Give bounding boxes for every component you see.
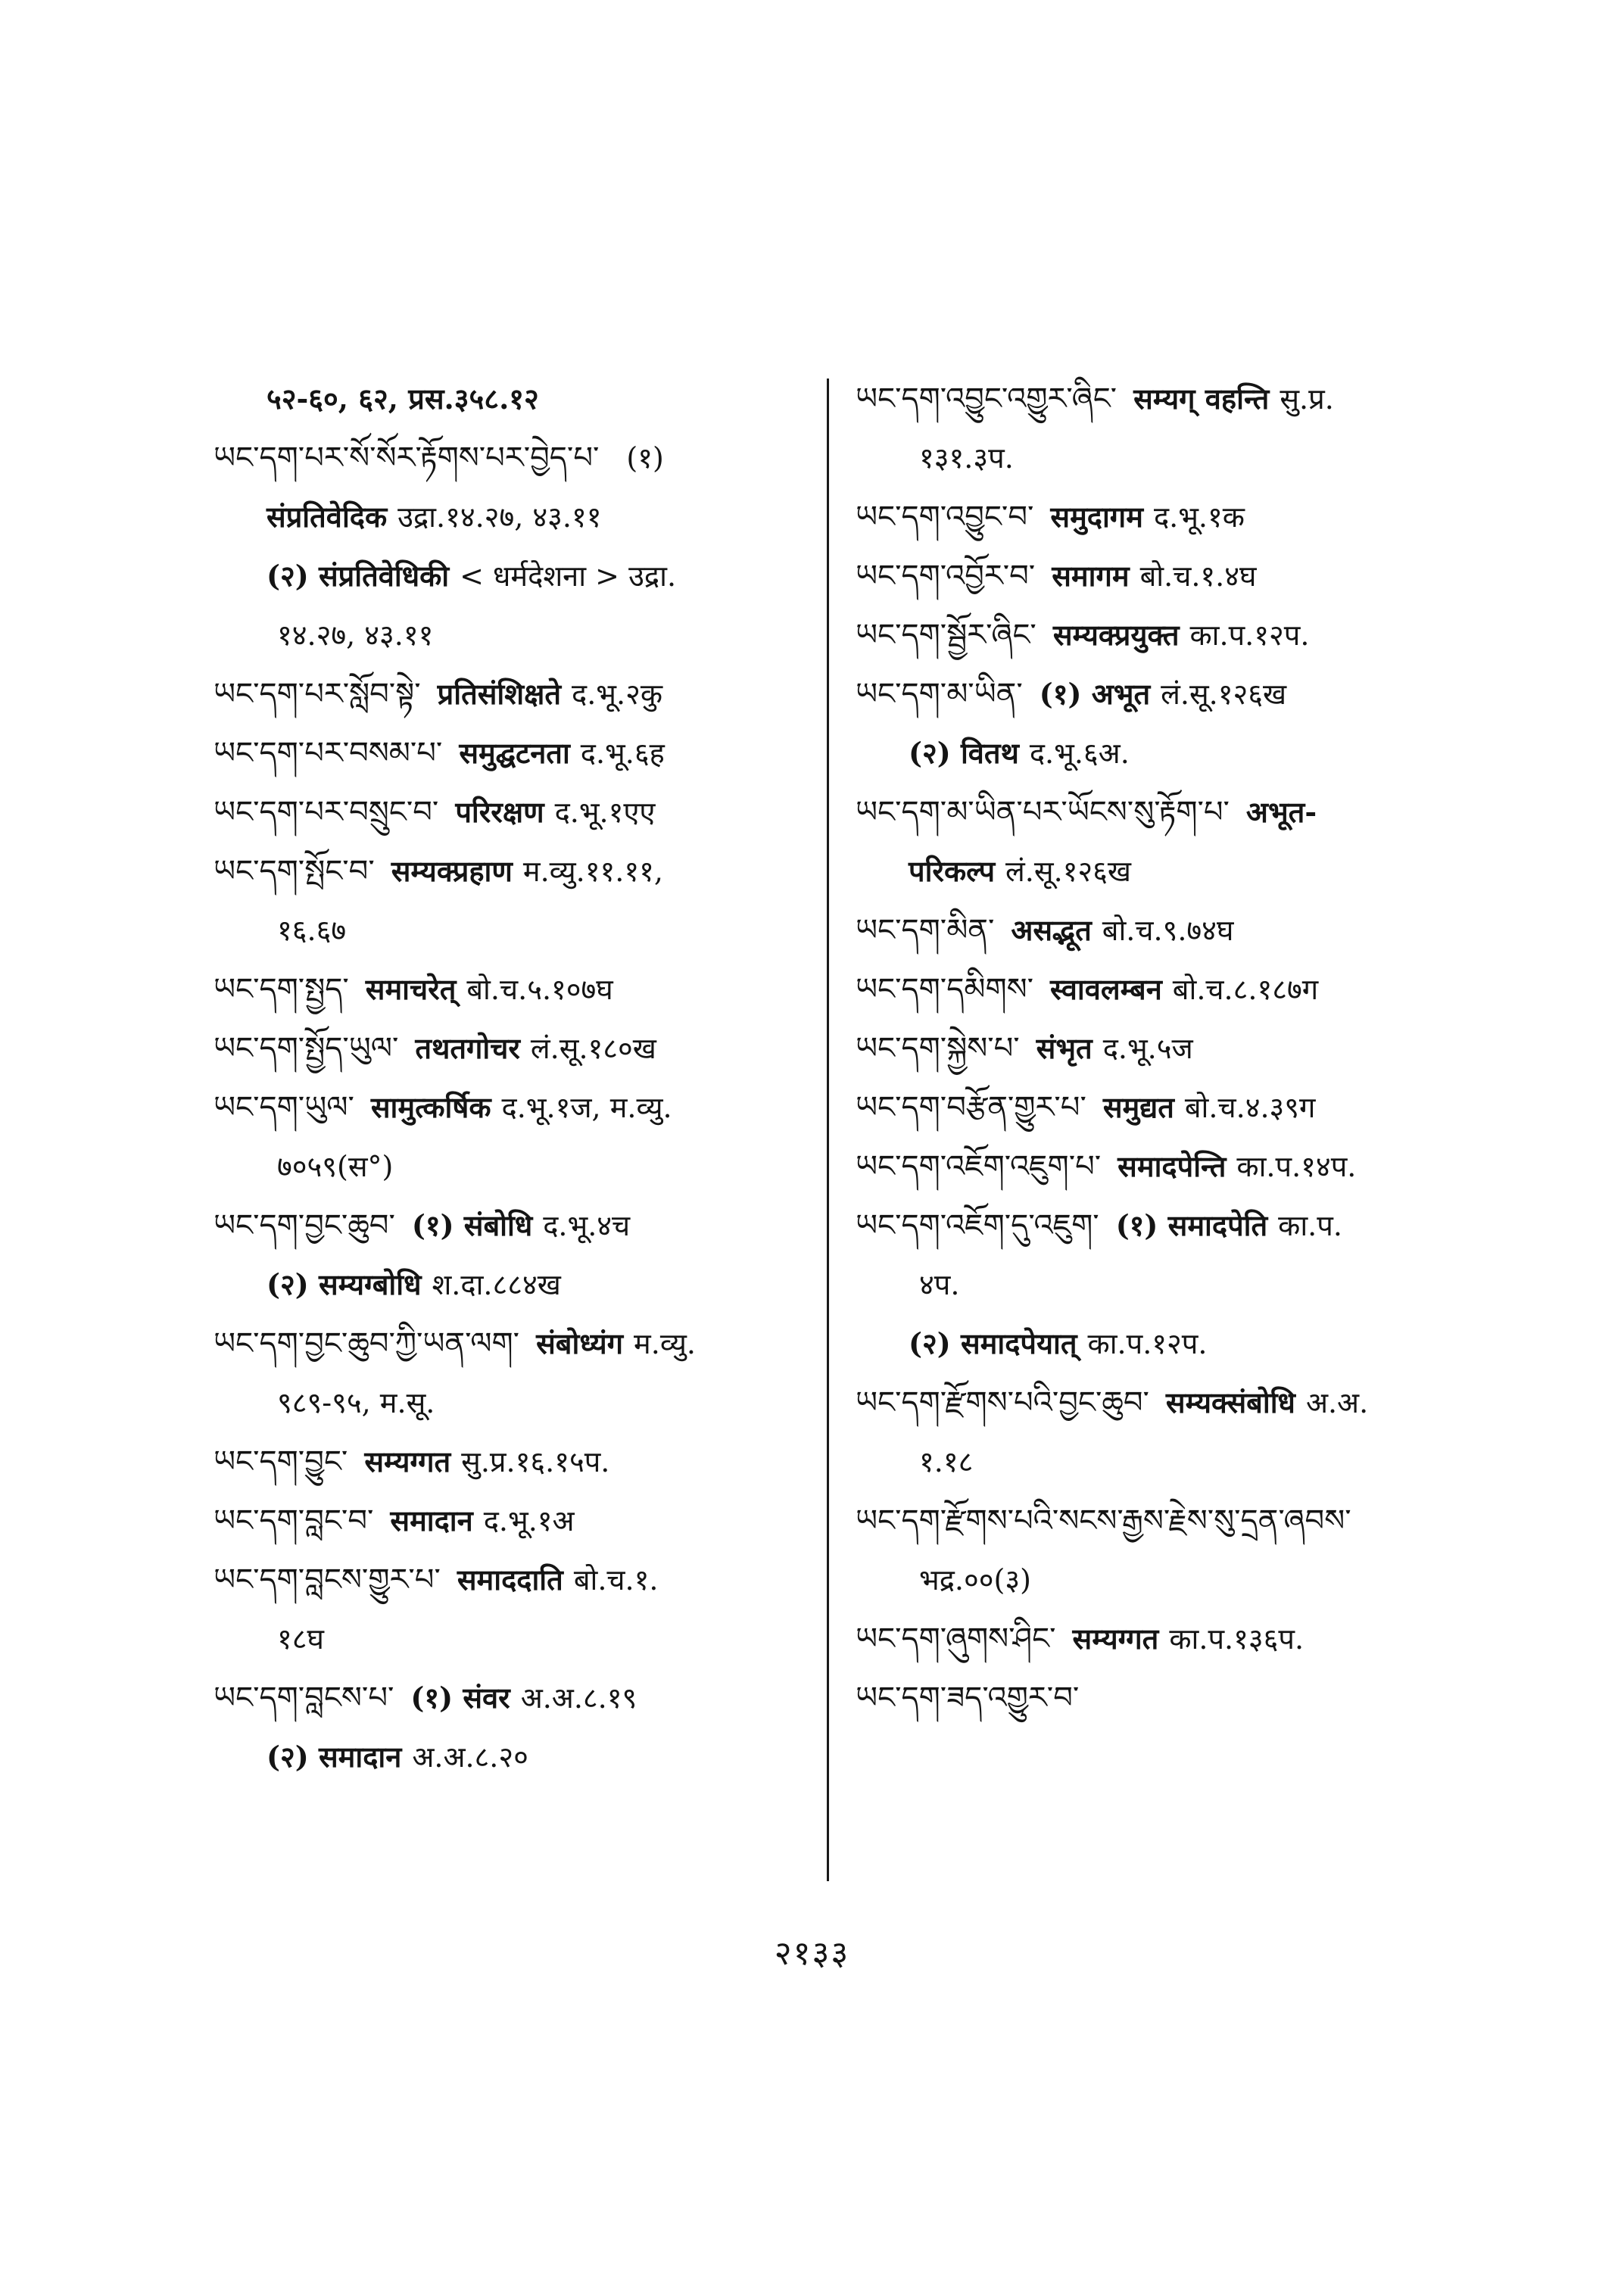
tibetan-headword: ཡང་དག་བླང་བ་	[214, 1503, 374, 1538]
sanskrit-equivalent: सम्यग् वहन्ति	[1133, 382, 1270, 416]
dictionary-line	[856, 783, 1461, 842]
dictionary-line	[214, 1432, 812, 1491]
dictionary-line	[214, 1019, 812, 1078]
dictionary-line	[856, 488, 1461, 547]
dictionary-line	[214, 1728, 812, 1787]
tibetan-headword: ཡང་དག་བླངས་པ་	[214, 1681, 394, 1715]
tibetan-headword: ཡང་དག་པར་སོ་སོར་རྟོགས་པར་བྱེད་པ་	[214, 441, 600, 475]
sanskrit-equivalent: सम्यग्गत	[1072, 1622, 1159, 1656]
dictionary-line	[214, 488, 812, 547]
dictionary-line	[214, 1314, 812, 1373]
sanskrit-equivalent: सम्यक्प्रयुक्त	[1052, 618, 1180, 652]
dictionary-line	[214, 606, 812, 665]
source-reference: सु.प्र.	[1280, 382, 1334, 416]
dictionary-line	[856, 1668, 1461, 1728]
source-reference: उद्रा.१४.२७, ४३.११	[397, 500, 602, 534]
tibetan-headword: ཡང་དག་སྤྱོད་ཡུལ་	[214, 1031, 399, 1066]
dictionary-line	[856, 1196, 1461, 1255]
dictionary-line	[214, 1078, 812, 1137]
tibetan-headword: ཡང་དག་པར་བསྲུང་བ་	[214, 795, 439, 830]
source-reference: १३१.३प.	[919, 441, 1014, 475]
tibetan-headword: ཡང་དག་པར་བསམ་པ་	[214, 736, 443, 771]
sanskrit-equivalent: संप्रतिवेदिक	[267, 500, 388, 534]
source-reference: का.प.१२प.	[1087, 1327, 1208, 1360]
source-reference: द.भू.२कु	[572, 678, 663, 711]
dictionary-line	[214, 724, 812, 783]
source-reference: अ.अ.	[1305, 1386, 1369, 1419]
source-reference: १४.२७, ४३.११	[277, 618, 434, 652]
sanskrit-equivalent: संबोध्यंग	[536, 1326, 624, 1360]
source-reference: द.भू.१ज, म.व्यु.	[501, 1091, 672, 1124]
sanskrit-equivalent: समाददाति	[457, 1562, 563, 1597]
source-reference: भद्र.००(३)	[919, 1563, 1031, 1597]
tibetan-headword: ཡང་དག་བྱང་ཆུབ་ཀྱི་ཡན་ལག་	[214, 1326, 520, 1361]
source-reference: द.भू.१अ	[483, 1504, 575, 1537]
dictionary-line	[214, 1491, 812, 1550]
dictionary-line	[856, 1491, 1461, 1550]
dictionary-line	[856, 1078, 1461, 1137]
tibetan-headword: ཡང་དག་བྱུང་	[214, 1444, 348, 1479]
dictionary-line	[214, 901, 812, 960]
tibetan-headword: ཡང་དག་འཇོག་འཇུག་པ་	[856, 1149, 1102, 1184]
source-reference: बो.च.८.१८७ग	[1172, 973, 1319, 1006]
source-reference: द.भू.१क	[1153, 500, 1245, 534]
source-reference: १.१८	[919, 1445, 974, 1478]
source-reference: का.प.१३६प.	[1169, 1622, 1304, 1656]
sanskrit-equivalent: परिरक्षण	[455, 795, 544, 829]
page-number: २१३३	[774, 1934, 850, 1973]
tibetan-headword: ཡང་དག་པར་སློབ་སྟེ་	[214, 677, 421, 712]
source-reference: बो.च.४.३९ग	[1184, 1091, 1316, 1124]
dictionary-line	[214, 665, 812, 724]
source-reference: का.प.	[1278, 1209, 1342, 1242]
tibetan-headword: ཡང་དག་བྱང་ཆུབ་	[214, 1208, 395, 1243]
source-reference: द.भू.६ह	[580, 737, 665, 770]
sanskrit-equivalent: तथतगोचर	[415, 1031, 520, 1065]
sanskrit-equivalent: (१) संवर	[410, 1681, 510, 1715]
sanskrit-equivalent: (२) समादान	[267, 1740, 402, 1774]
tibetan-headword: ཡང་དག་ཡུལ་	[214, 1090, 354, 1125]
dictionary-line	[214, 783, 812, 842]
tibetan-headword: ཡང་དག་རྫོགས་པའི་བྱང་ཆུབ་	[856, 1385, 1149, 1420]
tibetan-headword: ཡང་དག་ཟད་འགྱུར་བ་	[856, 1681, 1080, 1715]
dictionary-line	[214, 1550, 812, 1609]
dictionary-line	[856, 1137, 1461, 1196]
dictionary-line	[214, 547, 812, 606]
source-reference: म.व्यु.११.११,	[522, 855, 663, 888]
sanskrit-equivalent: सम्यक्प्रहाण	[391, 854, 513, 888]
source-reference: सु.प्र.१६.१५प.	[461, 1445, 610, 1478]
source-reference: लं.सू.१८०ख	[530, 1032, 656, 1065]
tibetan-headword: ཡང་དག་མིན་	[856, 913, 995, 948]
sanskrit-equivalent: ५२-६०, ६२, प्रस.३५८.१२	[267, 382, 539, 416]
dictionary-line	[214, 1196, 812, 1255]
dictionary-line	[856, 1432, 1461, 1491]
sanskrit-equivalent: समुद्घटनता	[459, 736, 570, 770]
sanskrit-equivalent: स्वावलम्बन	[1050, 972, 1162, 1006]
sanskrit-equivalent: समाचरेत्	[365, 972, 457, 1006]
source-reference: द.भू.४च	[543, 1209, 631, 1242]
dictionary-line	[856, 428, 1461, 488]
dictionary-line	[856, 1019, 1461, 1078]
sanskrit-equivalent: समुद्यत	[1102, 1090, 1174, 1124]
source-reference: द.भू.६अ.	[1029, 737, 1130, 770]
source-reference: बो.च.१.	[573, 1563, 659, 1597]
column-divider	[827, 379, 829, 1881]
source-reference: < धर्मदेशना > उद्रा.	[460, 559, 677, 593]
dictionary-line	[856, 665, 1461, 724]
source-reference: श.दा.८८४ख	[432, 1268, 561, 1301]
tibetan-headword: ཡང་དག་སྐྱེས་པ་	[856, 1031, 1020, 1066]
source-reference: बो.च.५.१०७घ	[466, 973, 613, 1006]
tibetan-headword: ཡང་དག་སྤྱད་	[214, 972, 349, 1007]
dictionary-line	[856, 724, 1461, 783]
sanskrit-equivalent: (२) समादपेयात्	[909, 1326, 1077, 1360]
sanskrit-equivalent: (२) वितथ	[909, 736, 1019, 770]
source-reference: ९८९-९५, म.सू.	[277, 1386, 435, 1419]
source-reference: १६.६७	[277, 914, 347, 947]
source-reference: बो.च.९.७४घ	[1102, 914, 1234, 947]
tibetan-headword: ཡང་དག་སྤོང་བ་	[214, 854, 375, 889]
dictionary-line	[856, 842, 1461, 901]
dictionary-line	[856, 901, 1461, 960]
tibetan-headword: ཡང་དག་རྫོགས་པའི་སངས་རྒྱས་རྗེས་སུ་དྲན་ཞབས་	[856, 1503, 1351, 1538]
dictionary-line	[214, 1668, 812, 1728]
dictionary-line	[856, 1609, 1461, 1668]
tibetan-headword: ཡང་དག་བླངས་གྱུར་པ་	[214, 1562, 441, 1597]
left-column	[214, 369, 812, 1787]
tibetan-headword: ཡང་དག་མ་ཡིན་པར་ཡོངས་སུ་རྟོག་པ་	[856, 795, 1230, 830]
tibetan-headword: ཡང་དག་འཇོག་དུ་འཇུག་	[856, 1208, 1099, 1243]
dictionary-line	[214, 1255, 812, 1314]
dictionary-line	[856, 547, 1461, 606]
sanskrit-equivalent: समागम	[1052, 559, 1130, 593]
sanskrit-equivalent: सम्यग्गत	[364, 1444, 451, 1478]
sanskrit-equivalent: सामुत्कर्षिक	[370, 1090, 491, 1124]
sanskrit-equivalent: परिकल्प	[909, 854, 996, 888]
sanskrit-equivalent: (१) अभूत	[1039, 677, 1151, 711]
source-reference: ७०५९(स°)	[277, 1150, 394, 1183]
sanskrit-equivalent: अभूत-	[1245, 795, 1317, 829]
dictionary-line	[856, 1373, 1461, 1432]
dictionary-line	[856, 1255, 1461, 1314]
tibetan-headword: ཡང་དག་སྦྱོར་ཞིང་	[856, 618, 1036, 653]
dictionary-line	[214, 960, 812, 1019]
tibetan-headword: ཡང་དག་བརྩོན་གྱུར་པ་	[856, 1090, 1086, 1125]
tibetan-headword: ཡང་དག་འབྱུང་བ་	[856, 500, 1034, 534]
tibetan-headword: ཡང་དག་དམིགས་	[856, 972, 1033, 1007]
dictionary-line	[214, 1137, 812, 1196]
source-reference: लं.सू.१२६ख	[1005, 855, 1132, 888]
source-reference: का.प.१२प.	[1189, 618, 1310, 652]
sanskrit-equivalent: सम्यक्संबोधि	[1165, 1385, 1295, 1419]
dictionary-line	[214, 1609, 812, 1668]
dictionary-line	[856, 1550, 1461, 1609]
source-reference: द.भू.१एए	[554, 796, 656, 829]
source-reference: म.व्यु.	[634, 1327, 696, 1360]
source-reference: (१)	[626, 441, 664, 475]
source-reference: अ.अ.८.१९	[520, 1681, 637, 1715]
source-reference: बो.च.१.४घ	[1139, 559, 1257, 593]
dictionary-line	[214, 842, 812, 901]
dictionary-line	[214, 1373, 812, 1432]
tibetan-headword: ཡང་དག་འབྱོར་བ་	[856, 559, 1036, 594]
dictionary-line	[856, 1314, 1461, 1373]
source-reference: ४प.	[919, 1268, 960, 1301]
source-reference: लं.सू.१२६ख	[1161, 678, 1287, 711]
sanskrit-equivalent: असद्भूत	[1011, 913, 1092, 947]
sanskrit-equivalent: (२) सम्यग्बोधि	[267, 1267, 422, 1301]
sanskrit-equivalent: समादान	[390, 1503, 473, 1537]
sanskrit-equivalent: (२) संप्रतिवेधिकी	[267, 559, 450, 593]
tibetan-headword: ཡང་དག་འབྱུང་འགྱུར་ཞིང་	[856, 382, 1117, 416]
dictionary-line	[856, 606, 1461, 665]
source-reference: अ.अ.८.२०	[412, 1740, 528, 1774]
tibetan-headword: ཡང་དག་མ་ཡིན་	[856, 677, 1023, 712]
sanskrit-equivalent: समुदागम	[1050, 500, 1143, 534]
sanskrit-equivalent: प्रतिसंशिक्षते	[437, 677, 562, 711]
tibetan-headword: ཡང་དག་ཞུགས་ཤིང་	[856, 1622, 1056, 1656]
dictionary-line	[214, 428, 812, 488]
sanskrit-equivalent: समादपेन्ति	[1117, 1149, 1227, 1183]
sanskrit-equivalent: (१) संबोधि	[411, 1208, 533, 1242]
dictionary-line	[214, 369, 812, 428]
sanskrit-equivalent: संभृत	[1036, 1031, 1093, 1065]
source-reference: का.प.१४प.	[1236, 1150, 1357, 1183]
right-column	[856, 369, 1461, 1728]
dictionary-line	[856, 960, 1461, 1019]
source-reference: द.भू.५ज	[1102, 1032, 1193, 1065]
source-reference: १८घ	[277, 1622, 324, 1656]
sanskrit-equivalent: (१) समादपेति	[1115, 1208, 1268, 1242]
dictionary-line	[856, 369, 1461, 428]
